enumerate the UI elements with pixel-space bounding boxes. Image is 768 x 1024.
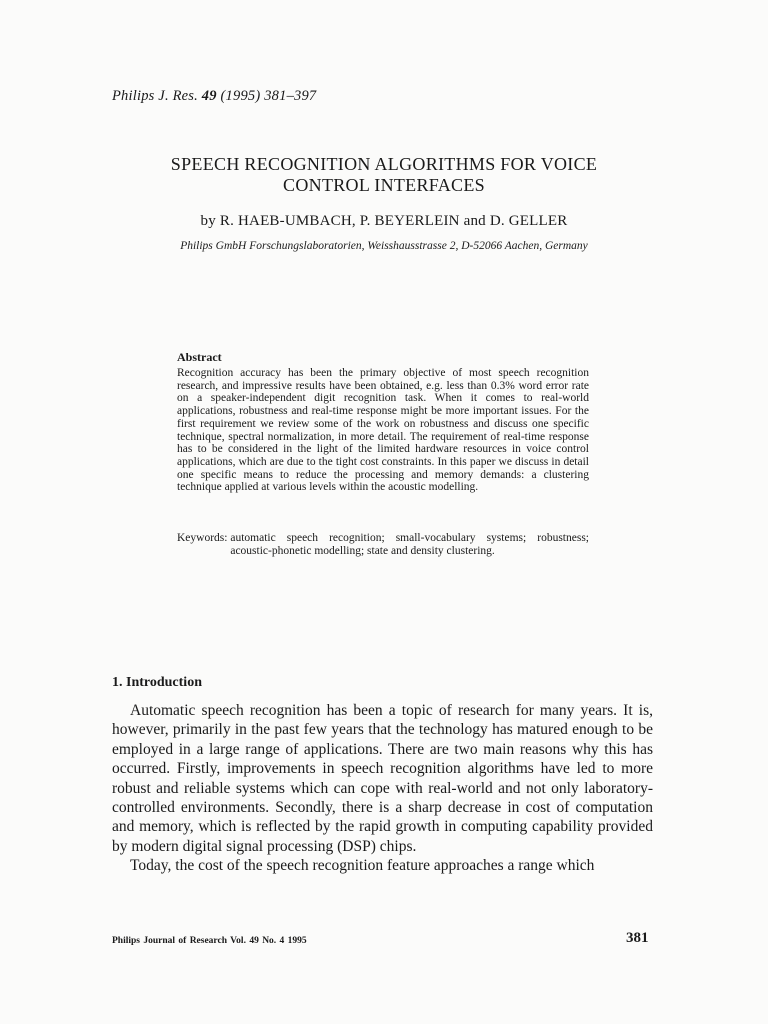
citation-journal: Philips J. Res. — [112, 88, 198, 104]
keywords-block — [177, 532, 589, 557]
page-number: 381 — [626, 930, 649, 946]
author-list: by R. HAEB-UMBACH, P. BEYERLEIN and D. GELLER — [200, 213, 568, 229]
footer-journal-info: Philips Journal of Research Vol. 49 No. 4 1995 — [112, 936, 307, 946]
section-heading-introduction: 1. Introduction — [112, 675, 202, 690]
abstract-text: Recognition accuracy has been the primary objective of most speech recognition research, and impressive results have been obtained, e.g. less than 0.3% word error rate on a speaker-independent digit recognition task. When it comes to real-world applications, robustness and real-time response might be more important issues. For the first requirement we review some of the work on robustness and discuss one specific technique, spectral normalization, in more detail. The requirement of real-time response has to be considered in the light of the limited hardware resources in voice control applications, which are due to the tight cost constraints. In this paper we discuss in detail one specific means to reduce the processing and memory demands: a clustering technique applied at various levels within the acoustic modelling. — [177, 367, 589, 494]
author-affiliation: Philips GmbH Forschungslaboratorien, Weisshausstrasse 2, D-52066 Aachen, Germany — [180, 240, 588, 252]
introduction-body — [112, 701, 653, 876]
introduction-paragraph-1: Automatic speech recognition has been a topic of research for many years. It is, however, primarily in the past few years that the technology has matured enough to be employed in a large range of applications. There are two main reasons why this has occurred. Firstly, improvements in speech recognition algorithms have led to more robust and reliable systems which can cope with real-world and not only laboratory-controlled environments. Secondly, there is a sharp decrease in cost of computation and memory, which is reflected by the rapid growth in computing capability provided by modern digital signal processing (DSP) chips. — [112, 702, 653, 855]
abstract-heading: Abstract — [177, 350, 222, 364]
paper-title-line-2: CONTROL INTERFACES — [283, 175, 485, 195]
introduction-paragraph-2: Today, the cost of the speech recognition feature approaches a range which — [130, 857, 595, 875]
citation-volume: 49 — [201, 88, 217, 104]
citation-line — [112, 88, 316, 105]
keywords-value: automatic speech recognition; small-vocabulary systems; robustness; acoustic-phonetic modelling; state and density clustering. — [230, 532, 589, 557]
citation-year-pages: (1995) 381–397 — [220, 88, 317, 104]
paper-title — [0, 154, 768, 196]
paper-title-line-1: SPEECH RECOGNITION ALGORITHMS FOR VOICE — [170, 154, 598, 174]
keywords-label: Keywords: — [177, 532, 231, 544]
